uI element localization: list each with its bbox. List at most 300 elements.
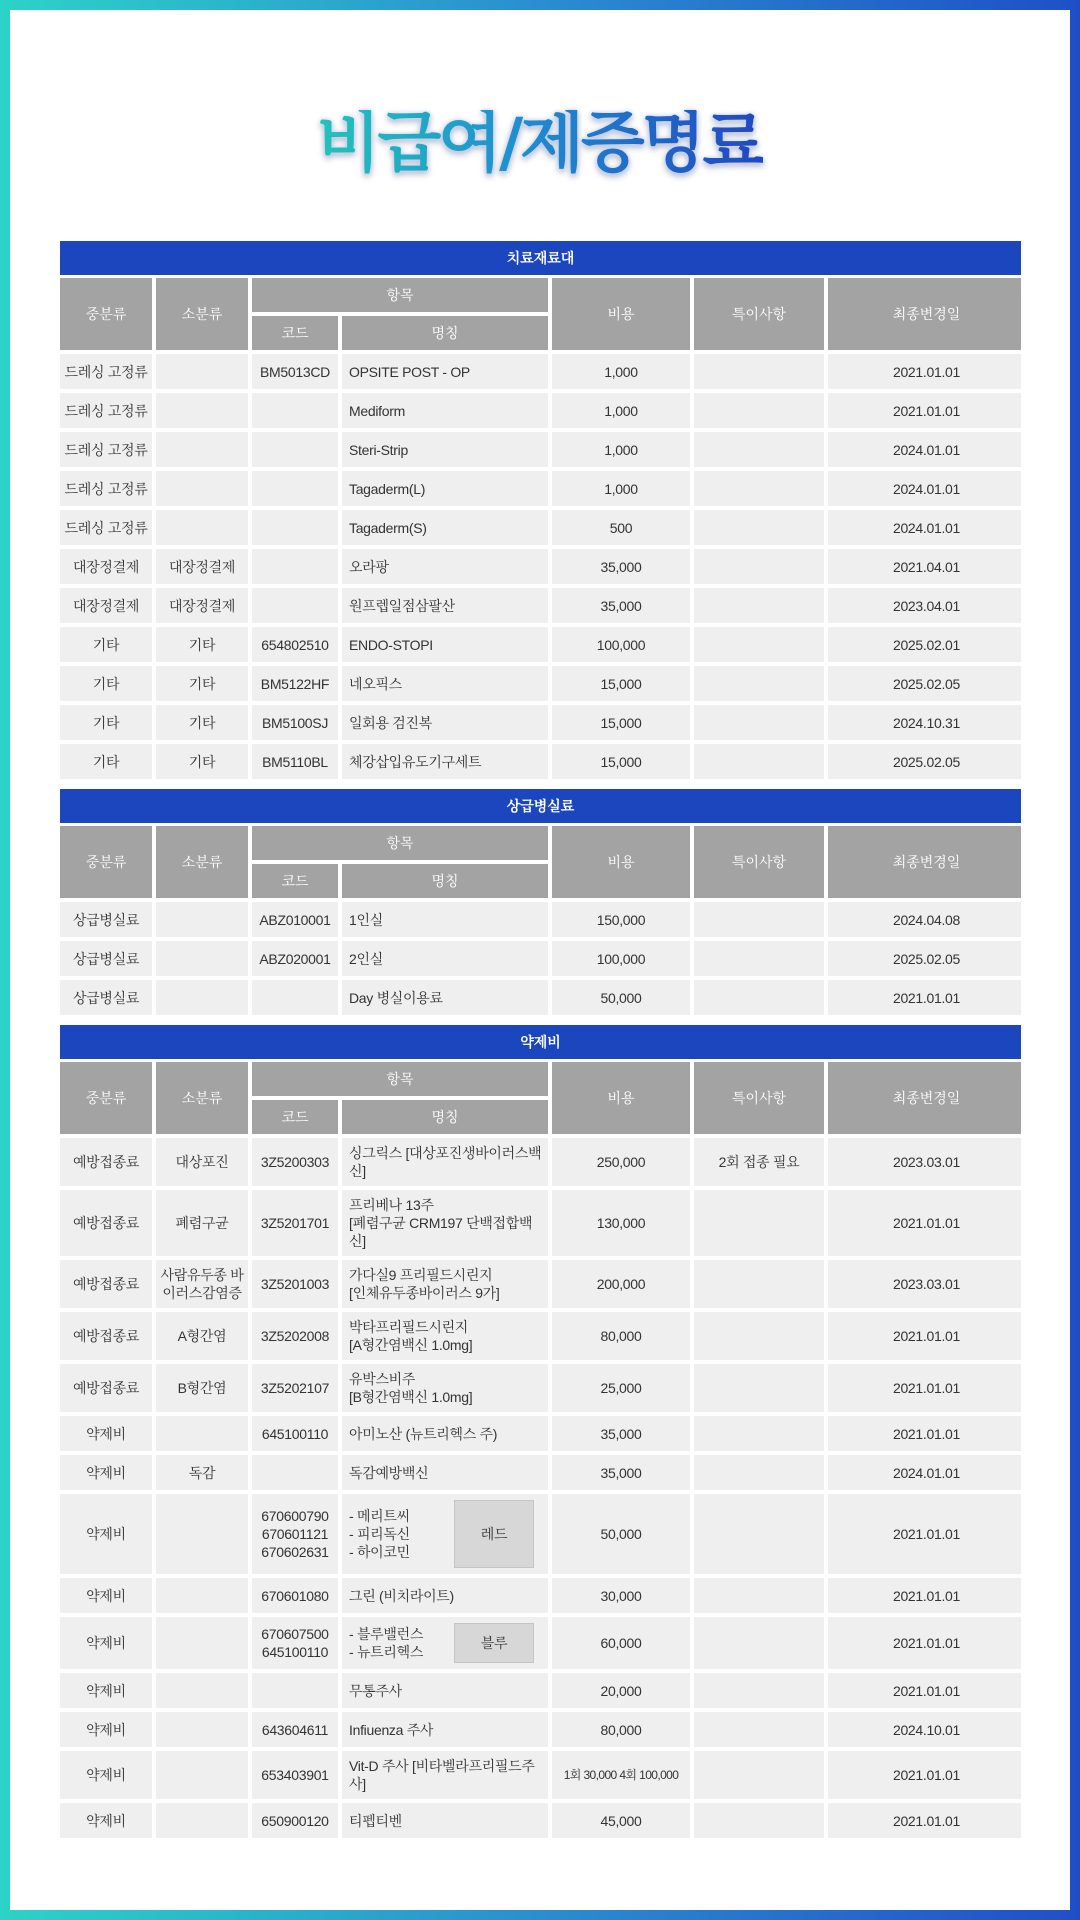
name-line: 2인실 (349, 950, 383, 967)
code-line: BM5110BL (262, 753, 328, 770)
name-line: 1인실 (349, 911, 383, 928)
cell-sub (156, 354, 248, 389)
section-title: 약제비 (60, 1025, 1021, 1059)
name-line: 그린 (비치라이트) (349, 1587, 454, 1604)
cell-code (252, 1578, 338, 1613)
cell-mid: 약제비 (60, 1494, 152, 1574)
cell-mid: 약제비 (60, 1803, 152, 1838)
code-line: BM5122HF (260, 675, 330, 692)
table-row (60, 354, 1021, 389)
cell-cost: 15,000 (552, 744, 690, 779)
name-lines (349, 1370, 544, 1406)
name-lines (349, 1144, 544, 1180)
col-header-date: 최종변경일 (828, 278, 1021, 350)
cell-mid: 예방접종료 (60, 1364, 152, 1412)
cell-sub: 대상포진 (156, 1138, 248, 1186)
cell-sub (156, 432, 248, 467)
cell-code (252, 1494, 338, 1574)
table-row (60, 393, 1021, 428)
cell-code (252, 902, 338, 937)
name-lines (349, 675, 544, 693)
cell-name (342, 1312, 548, 1360)
code-line: 3Z5201701 (260, 1215, 330, 1231)
name-lines (349, 441, 544, 459)
fee-table (60, 826, 1021, 1015)
code-line: 670601080 (261, 1587, 329, 1604)
code-line: 650900120 (261, 1812, 329, 1829)
cell-date: 2024.01.01 (828, 432, 1021, 467)
name-line: - 메리트씨 (349, 1508, 410, 1524)
cell-date: 2023.03.01 (828, 1260, 1021, 1308)
cell-mid: 예방접종료 (60, 1138, 152, 1186)
cell-mid: 드레싱 고정류 (60, 510, 152, 545)
name-lines (349, 1721, 544, 1739)
name-lines (349, 558, 544, 576)
cell-code (252, 354, 338, 389)
cell-name (342, 666, 548, 701)
name-line: OPSITE POST - OP (349, 363, 470, 380)
cell-cost: 35,000 (552, 549, 690, 584)
code-line: ABZ020001 (259, 950, 331, 967)
col-header-note: 특이사항 (694, 826, 824, 898)
cell-sub (156, 393, 248, 428)
cell-mid: 드레싱 고정류 (60, 432, 152, 467)
cell-note (694, 1455, 824, 1490)
cell-date: 2021.01.01 (828, 1751, 1021, 1799)
cell-sub (156, 980, 248, 1015)
cell-code (252, 510, 338, 545)
name-lines (349, 402, 544, 420)
cell-note: 2회 접종 필요 (694, 1138, 824, 1186)
cell-code (252, 1455, 338, 1490)
cell-date: 2021.01.01 (828, 1803, 1021, 1838)
cell-name (342, 902, 548, 937)
cell-mid: 기타 (60, 744, 152, 779)
table-row (60, 1617, 1021, 1669)
cell-sub (156, 902, 248, 937)
table-wrap (60, 1062, 1021, 1838)
cell-code (252, 1260, 338, 1308)
cell-cost: 80,000 (552, 1312, 690, 1360)
cell-cost: 1,000 (552, 393, 690, 428)
code-line: BM5100SJ (261, 714, 329, 731)
cell-code (252, 471, 338, 506)
cell-code (252, 432, 338, 467)
cell-date: 2023.03.01 (828, 1138, 1021, 1186)
name-line: 독감예방백신 (349, 1464, 429, 1481)
name-line: 싱그릭스 [대상포진생바이러스백신] (349, 1145, 542, 1179)
cell-cost: 25,000 (552, 1364, 690, 1412)
cell-note (694, 902, 824, 937)
table-wrap (60, 278, 1021, 779)
table-row (60, 1260, 1021, 1308)
cell-code (252, 549, 338, 584)
cell-sub (156, 1617, 248, 1669)
cell-name (342, 1364, 548, 1412)
cell-note (694, 980, 824, 1015)
name-line: [인체유두종바이러스 9가] (349, 1285, 500, 1301)
cell-name (342, 432, 548, 467)
code-line: 3Z5200303 (260, 1154, 330, 1170)
cell-code (252, 941, 338, 976)
cell-cost: 30,000 (552, 1578, 690, 1613)
code-line: ABZ010001 (259, 911, 331, 928)
cell-cost: 20,000 (552, 1673, 690, 1708)
cell-sub (156, 471, 248, 506)
cell-code (252, 744, 338, 779)
section-title: 치료재료대 (60, 241, 1021, 275)
cell-date: 2021.01.01 (828, 1416, 1021, 1451)
name-line: 원프렙일점삼팔산 (349, 597, 455, 614)
cell-sub (156, 510, 248, 545)
cell-note (694, 705, 824, 740)
cell-note (694, 1190, 824, 1256)
col-header-name: 명칭 (342, 1100, 548, 1134)
cell-cost: 60,000 (552, 1617, 690, 1669)
name-lines (349, 950, 544, 968)
cell-note (694, 471, 824, 506)
cell-sub (156, 1494, 248, 1574)
col-header-sub: 소분류 (156, 278, 248, 350)
cell-date: 2024.01.01 (828, 510, 1021, 545)
table-row (60, 705, 1021, 740)
cell-sub (156, 1712, 248, 1747)
cell-mid: 상급병실료 (60, 980, 152, 1015)
name-lines (349, 597, 544, 615)
cell-mid: 약제비 (60, 1673, 152, 1708)
cell-date: 2021.01.01 (828, 1494, 1021, 1574)
code-line: 654802510 (261, 636, 329, 653)
table-row (60, 902, 1021, 937)
cell-cost: 1,000 (552, 432, 690, 467)
cell-cost: 100,000 (552, 941, 690, 976)
page (10, 10, 1070, 1910)
name-line: - 피리독신 (349, 1526, 410, 1542)
cell-date: 2021.01.01 (828, 1673, 1021, 1708)
code-line: 670601121 (261, 1526, 329, 1542)
table-row (60, 980, 1021, 1015)
name-lines (349, 363, 544, 381)
cell-sub: 독감 (156, 1455, 248, 1490)
cell-name (342, 1190, 548, 1256)
col-header-cost: 비용 (552, 278, 690, 350)
cell-mid: 기타 (60, 666, 152, 701)
name-line: Infiuenza 주사 (349, 1721, 434, 1738)
name-lines (349, 1587, 544, 1605)
cell-sub: 대장정결제 (156, 588, 248, 623)
cell-mid: 드레싱 고정류 (60, 471, 152, 506)
table-row (60, 1803, 1021, 1838)
name-line: 무통주사 (349, 1682, 402, 1699)
cell-date: 2025.02.01 (828, 627, 1021, 662)
cell-date: 2021.01.01 (828, 980, 1021, 1015)
cell-name (342, 1138, 548, 1186)
cell-date: 2024.01.01 (828, 1455, 1021, 1490)
table-row (60, 588, 1021, 623)
name-lines (349, 1266, 544, 1302)
name-lines (349, 1682, 544, 1700)
cell-name (342, 980, 548, 1015)
code-line: 670600790 (261, 1508, 329, 1524)
cell-code (252, 1673, 338, 1708)
cell-mid: 약제비 (60, 1751, 152, 1799)
name-line: - 뉴트리헥스 (349, 1644, 424, 1660)
cell-cost: 80,000 (552, 1712, 690, 1747)
cell-code (252, 1190, 338, 1256)
cell-mid: 예방접종료 (60, 1190, 152, 1256)
cell-mid: 상급병실료 (60, 902, 152, 937)
cell-mid: 기타 (60, 627, 152, 662)
cell-mid: 대장정결제 (60, 549, 152, 584)
cell-name (342, 393, 548, 428)
cell-mid: 약제비 (60, 1578, 152, 1613)
col-header-note: 특이사항 (694, 1062, 824, 1134)
cell-date: 2024.10.01 (828, 1712, 1021, 1747)
cell-mid: 약제비 (60, 1712, 152, 1747)
cell-sub: 기타 (156, 744, 248, 779)
cell-note (694, 393, 824, 428)
cell-cost: 150,000 (552, 902, 690, 937)
name-line: 아미노산 (뉴트리헥스 주) (349, 1425, 498, 1442)
table-row (60, 666, 1021, 701)
name-line: [B형간염백신 1.0mg] (349, 1389, 473, 1405)
col-header-date: 최종변경일 (828, 826, 1021, 898)
name-lines (349, 753, 544, 771)
cell-code (252, 666, 338, 701)
fee-tables (60, 241, 1021, 1838)
name-line: 체강삽입유도기구세트 (349, 753, 482, 770)
name-line: 오라팡 (349, 558, 389, 575)
cell-sub: B형간염 (156, 1364, 248, 1412)
cell-sub: 폐렴구균 (156, 1190, 248, 1256)
name-line: - 블루밸런스 (349, 1626, 424, 1642)
cell-date: 2021.01.01 (828, 1190, 1021, 1256)
name-lines (349, 1464, 544, 1482)
code-line: 645100110 (261, 1425, 329, 1442)
cell-sub: 사람유두종 바이러스감염증 (156, 1260, 248, 1308)
name-line: Tagaderm(L) (349, 480, 426, 497)
cell-note (694, 1712, 824, 1747)
name-line: 네오픽스 (349, 675, 402, 692)
name-lines (349, 636, 544, 654)
section-title: 상급병실료 (60, 789, 1021, 823)
name-lines (349, 911, 544, 929)
cell-name (342, 549, 548, 584)
fee-table (60, 278, 1021, 779)
name-lines (349, 1507, 410, 1561)
cell-cost: 35,000 (552, 588, 690, 623)
code-line: 670602631 (261, 1544, 329, 1560)
name-lines (349, 989, 544, 1007)
cell-note (694, 588, 824, 623)
name-with-tag (349, 1623, 544, 1663)
cell-note (694, 1364, 824, 1412)
cell-cost: 1,000 (552, 354, 690, 389)
cell-sub (156, 941, 248, 976)
table-row (60, 941, 1021, 976)
code-line: 643604611 (261, 1721, 329, 1738)
cell-code (252, 393, 338, 428)
name-line: [폐렴구균 CRM197 단백접합백신] (349, 1215, 533, 1249)
cell-sub: 기타 (156, 705, 248, 740)
cell-code (252, 705, 338, 740)
cell-date: 2021.01.01 (828, 1312, 1021, 1360)
cell-name (342, 941, 548, 976)
name-lines (349, 1196, 544, 1250)
cell-code (252, 627, 338, 662)
col-header-code: 코드 (252, 864, 338, 898)
cell-name (342, 744, 548, 779)
cell-cost: 35,000 (552, 1416, 690, 1451)
cell-date: 2021.01.01 (828, 1364, 1021, 1412)
cell-note (694, 1751, 824, 1799)
table-row (60, 1494, 1021, 1574)
name-lines (349, 1757, 544, 1793)
table-row (60, 1712, 1021, 1747)
cell-mid: 약제비 (60, 1617, 152, 1669)
cell-name (342, 471, 548, 506)
col-header-item: 항목 (252, 278, 548, 312)
name-lines (349, 480, 544, 498)
name-line: Day 병실이용료 (349, 989, 443, 1006)
cell-cost: 35,000 (552, 1455, 690, 1490)
cell-note (694, 549, 824, 584)
fee-table (60, 1062, 1021, 1838)
cell-note (694, 941, 824, 976)
cell-cost: 45,000 (552, 1803, 690, 1838)
col-header-note: 특이사항 (694, 278, 824, 350)
cell-name (342, 1578, 548, 1613)
cell-note (694, 1260, 824, 1308)
cell-mid: 기타 (60, 705, 152, 740)
cell-name (342, 1803, 548, 1838)
code-line: BM5013CD (260, 363, 330, 380)
cell-date: 2021.04.01 (828, 549, 1021, 584)
name-lines (349, 714, 544, 732)
cell-date: 2021.01.01 (828, 1578, 1021, 1613)
table-row (60, 432, 1021, 467)
cell-name (342, 1260, 548, 1308)
name-line: 가다실9 프리필드시린지 (349, 1267, 493, 1283)
cell-sub (156, 1673, 248, 1708)
cell-sub: 기타 (156, 666, 248, 701)
col-header-date: 최종변경일 (828, 1062, 1021, 1134)
table-row (60, 1673, 1021, 1708)
table-row (60, 1578, 1021, 1613)
code-line: 3Z5202107 (260, 1380, 330, 1396)
table-row (60, 549, 1021, 584)
cell-note (694, 627, 824, 662)
cell-code (252, 588, 338, 623)
name-with-tag (349, 1500, 544, 1568)
name-line: Mediform (349, 402, 405, 419)
cell-date: 2024.04.08 (828, 902, 1021, 937)
cell-note (694, 744, 824, 779)
cell-cost: 50,000 (552, 980, 690, 1015)
cell-cost: 130,000 (552, 1190, 690, 1256)
col-header-code: 코드 (252, 1100, 338, 1134)
col-header-item: 항목 (252, 1062, 548, 1096)
cell-date: 2023.04.01 (828, 588, 1021, 623)
table-row (60, 1416, 1021, 1451)
cell-name (342, 1416, 548, 1451)
cell-name (342, 627, 548, 662)
cell-name (342, 510, 548, 545)
cell-sub (156, 1803, 248, 1838)
cell-cost: 200,000 (552, 1260, 690, 1308)
col-header-item: 항목 (252, 826, 548, 860)
cell-date: 2024.10.31 (828, 705, 1021, 740)
cell-note (694, 1312, 824, 1360)
cell-note (694, 354, 824, 389)
name-line: 박타프리필드시린지 (349, 1319, 469, 1335)
cell-note (694, 510, 824, 545)
name-line: 일회용 검진복 (349, 714, 432, 731)
cell-name (342, 1712, 548, 1747)
cell-name (342, 1455, 548, 1490)
cell-cost: 50,000 (552, 1494, 690, 1574)
name-lines (349, 1318, 544, 1354)
name-line: ENDO-STOPI (349, 636, 433, 653)
code-line: 653403901 (261, 1767, 329, 1783)
cell-cost: 1회 30,000 4회 100,000 (552, 1751, 690, 1799)
product-tag: 레드 (454, 1500, 534, 1568)
title-wrap (10, 104, 1070, 181)
cell-code (252, 1803, 338, 1838)
name-line: Steri-Strip (349, 441, 408, 458)
col-header-code: 코드 (252, 316, 338, 350)
cell-date: 2025.02.05 (828, 941, 1021, 976)
cell-note (694, 432, 824, 467)
product-tag: 블루 (454, 1623, 534, 1663)
page-title: 비급여/제증명료 (316, 104, 764, 181)
cell-code (252, 1751, 338, 1799)
cell-note (694, 1803, 824, 1838)
name-lines (349, 1425, 544, 1443)
cell-date: 2025.02.05 (828, 666, 1021, 701)
cell-date: 2021.01.01 (828, 393, 1021, 428)
cell-mid: 드레싱 고정류 (60, 393, 152, 428)
col-header-cost: 비용 (552, 826, 690, 898)
cell-cost: 100,000 (552, 627, 690, 662)
cell-date: 2024.01.01 (828, 471, 1021, 506)
cell-mid: 예방접종료 (60, 1260, 152, 1308)
col-header-mid: 중분류 (60, 826, 152, 898)
name-line: Tagaderm(S) (349, 519, 427, 536)
cell-note (694, 1494, 824, 1574)
cell-date: 2025.02.05 (828, 744, 1021, 779)
table-row (60, 471, 1021, 506)
name-lines (349, 1812, 544, 1830)
name-line: Vit-D 주사 [비타벨라프리필드주사] (349, 1758, 535, 1792)
cell-sub (156, 1416, 248, 1451)
cell-date: 2021.01.01 (828, 354, 1021, 389)
col-header-sub: 소분류 (156, 1062, 248, 1134)
cell-note (694, 1578, 824, 1613)
cell-sub (156, 1578, 248, 1613)
cell-code (252, 1364, 338, 1412)
code-line: 645100110 (261, 1644, 329, 1660)
table-row (60, 1138, 1021, 1186)
cell-cost: 500 (552, 510, 690, 545)
cell-code (252, 1312, 338, 1360)
cell-name (342, 588, 548, 623)
cell-cost: 15,000 (552, 666, 690, 701)
name-lines (349, 1625, 423, 1661)
cell-name (342, 1673, 548, 1708)
cell-sub: A형간염 (156, 1312, 248, 1360)
col-header-name: 명칭 (342, 864, 548, 898)
